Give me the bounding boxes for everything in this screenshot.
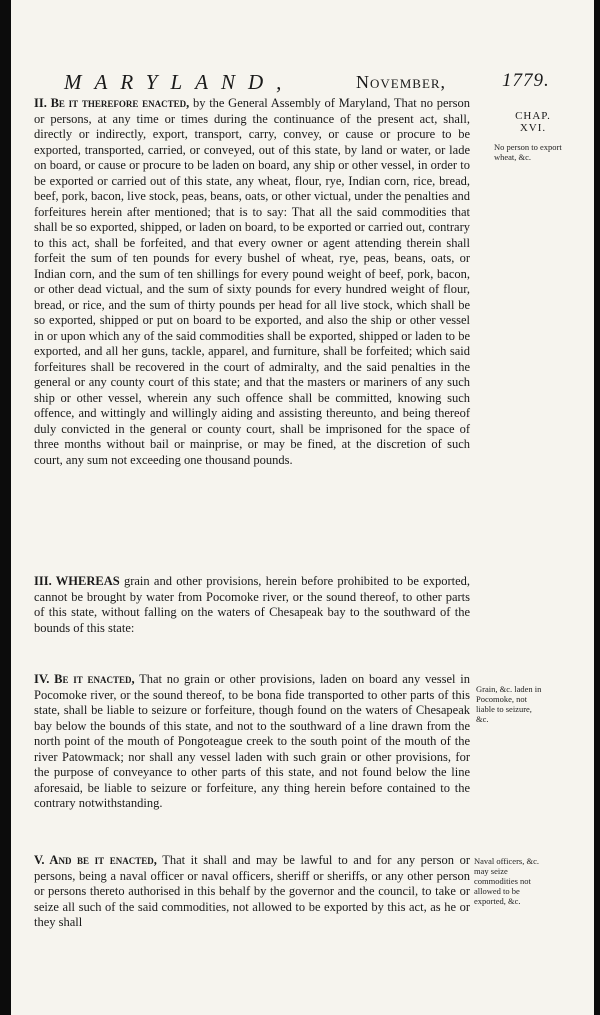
section-v-paragraph (34, 853, 470, 931)
scan-right-border (594, 0, 600, 1015)
section-ii-lead: II. Be it therefore enacted, (34, 96, 190, 110)
section-iii-lead: III. WHEREAS (34, 574, 120, 588)
header-year: 1779. (502, 70, 550, 91)
section-v-body: That it shall and may be lawful to and for any person or persons, being a naval officer or naval officers, sheriff or sheriffs, or any other person or persons thereto authorised in this behalf by the governor and the council, to take or seize all such of the said commodities, not allowed to be exported by this act, as he or they shall (34, 853, 470, 929)
section-iv-lead: IV. Be it enacted, (34, 672, 135, 686)
section-iv-body: That no grain or other provisions, laden on board any vessel in Pocomoke river, or the sound thereof, to be bona fide transported to other parts of this state, shall be liable to seizure or forfeiture, though found on the waters of Chesapeak bay below the bounds of this state, and not to the southward of a line drawn from the north point of the mouth of Pongoteague creek to the south point of the mouth of the river Patowmack; nor shall any vessel laden with such grain or other provisions, for the purpose of conveyance to other parts of this state, and not found below the line aforesaid, be liable to seizure or forfeiture, any thing herein before contained to the contrary notwithstanding. (34, 672, 470, 810)
header-state: MARYLAND, (64, 70, 295, 94)
chapter-label (498, 110, 568, 134)
scan-left-border (0, 0, 11, 1015)
margin-note-export: No person to export wheat, &c. (494, 142, 562, 162)
chapter-heading: CHAP. (515, 110, 551, 122)
running-header (64, 70, 550, 96)
header-month: November, (356, 72, 447, 92)
margin-note-naval-officers: Naval officers, &c. may seize commodities not allowed to be exported, &c. (474, 856, 539, 906)
section-iii-body: grain and other provisions, herein before prohibited to be exported, cannot be brought by water from Pocomoke river, or the sound thereof, to other parts of this state, without falling on the waters of Chesapeak bay to the southward of the bounds of this state: (34, 574, 470, 635)
section-v-lead: V. And be it enacted, (34, 853, 157, 867)
margin-note-pocomoke: Grain, &c. laden in Pocomoke, not liable to seizure, &c. (476, 684, 542, 724)
section-iv-paragraph (34, 672, 470, 812)
section-ii-body: by the General Assembly of Maryland, That no person or persons, at any time or times during the continuance of the present act, shall, directly or indirectly, export, transport, carry, convey, or cause or procure to be exported, transported, carried, or conveyed, out of this state, by land or water, or lade on board, or cause or procure to be laden on board, any ship or other vessel, in order to be exported or carried out of this state, any wheat, flour, rye, Indian corn, rice, bread, beef, pork, bacon, live stock, peas, beans, oats, or other victual, under the penalties and forfeitures herein after mentioned; that is to say: That all the said commodities that shall be so exported, shipped, or laden on board, to be exported or carried out, contrary to this act, shall be forfeited, and that every owner or agent attending therein shall forfeit the sum of ten pounds for every bushel of wheat, rye, peas, beans, oats, or Indian corn, and the sum of ten shillings for every pound weight of beef, pork, bacon, or other dead victual, and the sum of sixty pounds for every hundred weight of flour, bread, or rice, and the sum of thirty pounds per head for all live stock, which shall be so exported, shipped or put on board to be exported, and also the ship or other vessel in or upon which any of the said commodities shall be exported, shipped or laden to be exported, and all her guns, tackle, apparel, and furniture, shall be forfeited; which said forfeitures shall be recovered in the court of admiralty, and the said penalties in the general or any county court of this state; and that the masters or mariners of any such ship or other vessel, wherein any such offence shall be committed, knowing such offence, and wittingly and willingly aiding and assisting thereunto, and being thereof duly convicted in the general or county court, shall be imprisoned for the space of three months without bail or mainprise, or may be fined, at the discretion of such court, any sum not exceeding one thousand pounds. (34, 96, 471, 467)
section-ii-paragraph (34, 96, 470, 468)
section-iii-paragraph (34, 574, 470, 636)
chapter-number: XVI. (519, 122, 547, 134)
